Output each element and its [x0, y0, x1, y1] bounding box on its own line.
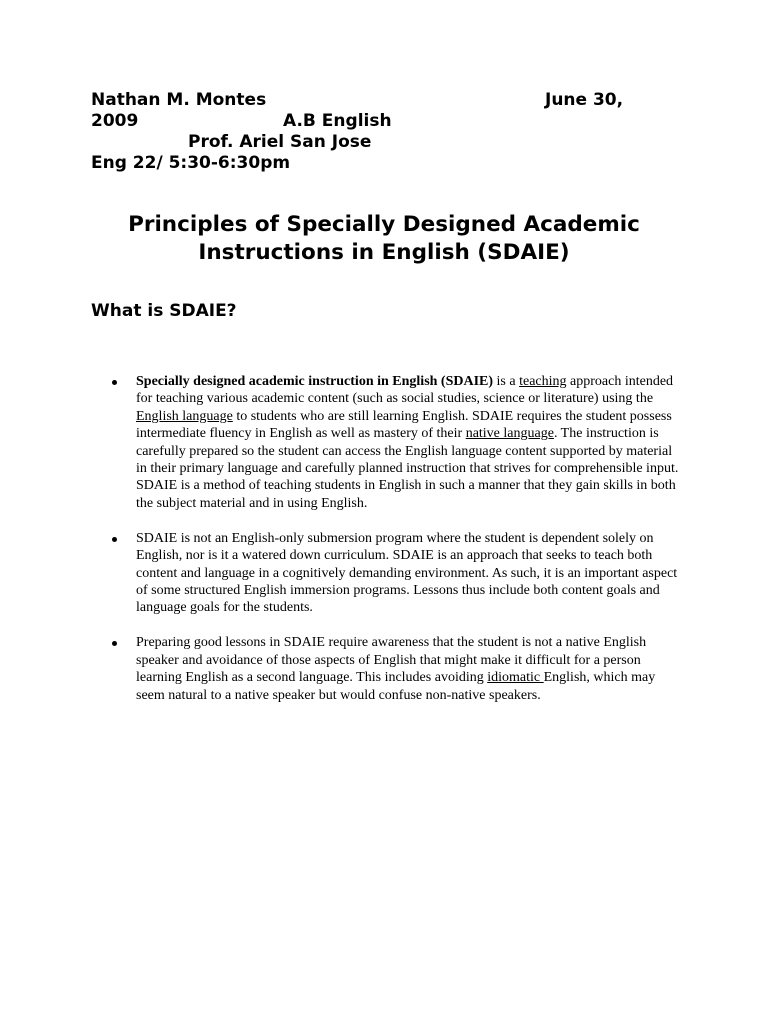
text-run: English, which may seem natural to a native speaker but would confuse non-native speakers. [136, 670, 656, 703]
text-run: . The instruction is carefully prepared so the student can access the English language content supported by material in their primary language and carefully planned instruction that strives for comprehensible input. SDAIE is a method of teaching students in English in such a manner that they gain skills in both the subject material and in using English. [136, 426, 679, 511]
text-run: Preparing good lessons in SDAIE require awareness that the student is not a native English speaker and avoidance of those aspects of English that might make it difficult for a person learning English as a second language. This includes avoiding [136, 635, 647, 686]
list-item [110, 530, 680, 617]
title-line-1: Principles of Specially Designed Academic [128, 212, 640, 237]
text-run: approach intended for teaching various academic content (such as social studies, science or literature) using the [136, 374, 674, 407]
bullet-list [110, 373, 680, 721]
section-heading: What is SDAIE? [91, 301, 237, 321]
course-name: A.B English [283, 111, 392, 131]
list-item [110, 634, 680, 704]
date-year: 2009 [91, 111, 139, 131]
bullet-icon [112, 641, 117, 646]
bullet-icon [112, 537, 117, 542]
text-run: is a [493, 374, 520, 389]
date-text: June 30, [545, 90, 624, 110]
class-schedule: Eng 22/ 5:30-6:30pm [91, 153, 291, 173]
document-title [60, 211, 708, 267]
author-name: Nathan M. Montes [91, 90, 267, 110]
bullet-icon [112, 380, 117, 385]
english-language-link[interactable]: English language [136, 408, 233, 424]
idiomatic-link[interactable]: idiomatic [487, 670, 544, 686]
teaching-link[interactable]: teaching [519, 374, 567, 389]
text-run: to students who are still learning English. SDAIE requires the student possess intermediate fluency in English as well as mastery of their [136, 408, 672, 442]
title-line-2: Instructions in English (SDAIE) [198, 240, 570, 265]
list-item [110, 373, 680, 512]
text-run: SDAIE is not an English-only submersion program where the student is dependent solely on English, nor is it a watered down curriculum. SDAIE is an approach that seeks to teach both content and language in a cognitively demanding environment. As such, it is an important aspect of some structured English immersion programs. Lessons thus include both content goals and language goals for the students. [136, 530, 678, 616]
professor-name: Prof. Ariel San Jose [188, 132, 372, 152]
bold-term: Specially designed academic instruction in English (SDAIE) [136, 374, 494, 389]
native-language-link[interactable]: native language [465, 426, 554, 442]
